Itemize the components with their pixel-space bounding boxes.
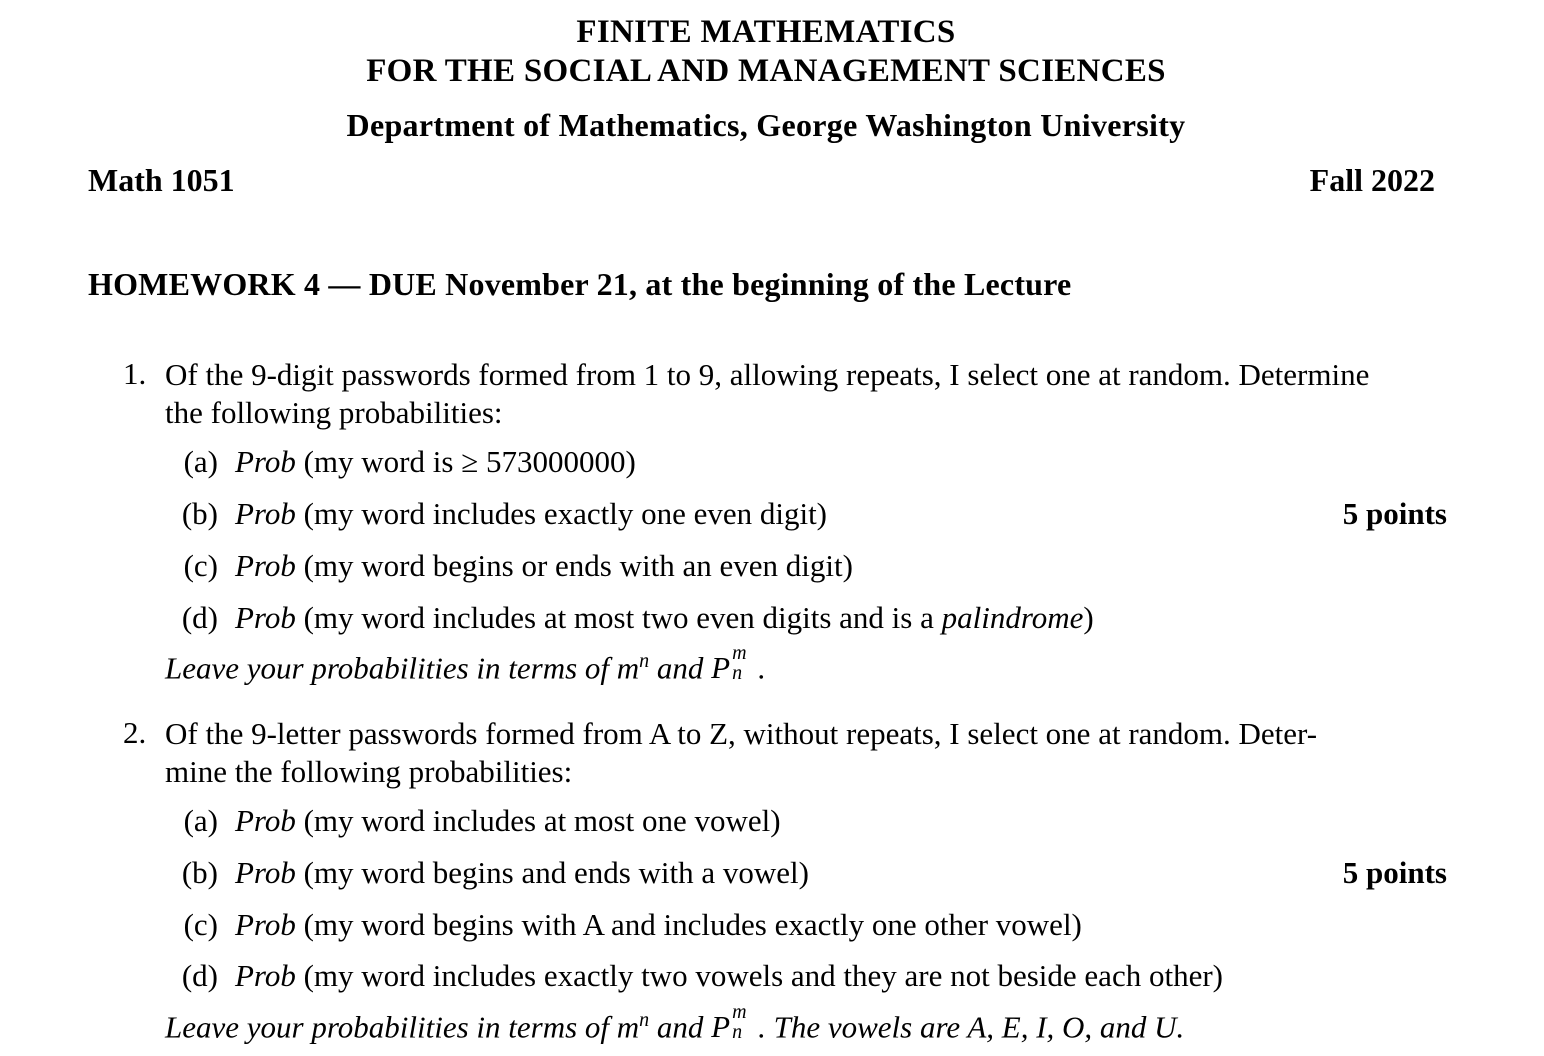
problem-1-intro <box>165 356 1447 432</box>
part-label: (a) <box>183 444 218 479</box>
part-body <box>235 548 853 584</box>
note-suffix: . The vowels are A, E, I, O, and U. <box>758 1009 1185 1045</box>
title-line-2: FOR THE SOCIAL AND MANAGEMENT SCIENCES <box>366 53 1166 89</box>
perm-sup: m <box>732 642 747 665</box>
part-body <box>235 444 636 480</box>
part-body <box>235 496 827 532</box>
prob-word: Prob <box>235 548 296 583</box>
problem-2-intro-line-2: mine the following probabilities: <box>165 754 573 789</box>
permutation-symbol <box>711 642 758 686</box>
note-and: and <box>649 1009 712 1045</box>
part-text: (my word begins with A and includes exactly one other vowel) <box>303 907 1082 942</box>
note-n-sup: n <box>639 650 650 672</box>
part-text-italic: palindrome <box>941 600 1084 635</box>
prob-word: Prob <box>235 600 296 635</box>
part-body <box>235 958 1223 994</box>
prob-word: Prob <box>235 496 296 531</box>
part-label: (d) <box>181 958 218 993</box>
problem-2-note <box>165 1001 1185 1045</box>
perm-sub: n <box>732 662 743 685</box>
prob-word: Prob <box>235 855 296 890</box>
part-label: (b) <box>181 855 218 890</box>
prob-word: Prob <box>235 803 296 838</box>
part-label: (a) <box>183 803 218 838</box>
problem-2-number: 2. <box>123 715 147 750</box>
problem-1-number: 1. <box>123 356 147 391</box>
problem-2-points: 5 points <box>1342 855 1447 890</box>
perm-sub: n <box>732 1021 743 1044</box>
perm-base: P <box>711 650 731 686</box>
part-text: (my word includes at most one vowel) <box>303 803 781 838</box>
permutation-symbol <box>711 1001 758 1045</box>
note-n-sup: n <box>639 1009 650 1031</box>
part-text: (my word is ≥ 573000000) <box>303 444 636 479</box>
prob-word: Prob <box>235 444 296 479</box>
part-label: (c) <box>183 548 218 583</box>
part-label: (d) <box>181 600 218 635</box>
prob-word: Prob <box>235 907 296 942</box>
part-text: (my word begins and ends with a vowel) <box>303 855 809 890</box>
note-prefix: Leave your probabilities in terms of <box>165 650 617 686</box>
problem-1-intro-line-1: Of the 9-digit passwords formed from 1 to 9, allowing repeats, I select one at random. Determine <box>165 357 1370 392</box>
problem-2-intro <box>165 715 1447 791</box>
part-label: (c) <box>183 907 218 942</box>
prob-word: Prob <box>235 958 296 993</box>
title-line-1: FINITE MATHEMATICS <box>576 14 956 50</box>
note-and: and <box>649 650 712 686</box>
perm-base: P <box>711 1009 731 1045</box>
part-body <box>235 600 1094 636</box>
problem-1-note <box>165 642 766 686</box>
term: Fall 2022 <box>1309 162 1435 198</box>
part-text-after: ) <box>1083 600 1094 635</box>
course-number: Math 1051 <box>88 162 235 198</box>
part-text-before: (my word includes at most two even digits and is a <box>303 600 942 635</box>
part-text: (my word includes exactly two vowels and they are not beside each other) <box>303 958 1223 993</box>
problem-1-points: 5 points <box>1342 496 1447 531</box>
part-body <box>235 803 781 839</box>
note-suffix: . <box>758 650 766 686</box>
note-prefix: Leave your probabilities in terms of <box>165 1009 617 1045</box>
part-body <box>235 855 809 891</box>
part-label: (b) <box>181 496 218 531</box>
department-line: Department of Mathematics, George Washington University <box>346 107 1186 143</box>
homework-title: HOMEWORK 4 — DUE November 21, at the beginning of the Lecture <box>88 266 1072 302</box>
part-text: (my word begins or ends with an even digit) <box>303 548 853 583</box>
perm-sup: m <box>732 1001 747 1024</box>
problem-2-intro-line-1: Of the 9-letter passwords formed from A to Z, without repeats, I select one at random. Deter- <box>165 716 1318 751</box>
part-text: (my word includes exactly one even digit) <box>303 496 828 531</box>
problem-1-intro-line-2: the following probabilities: <box>165 395 503 430</box>
note-m: m <box>616 1009 640 1045</box>
part-body <box>235 907 1082 943</box>
note-m: m <box>616 650 640 686</box>
